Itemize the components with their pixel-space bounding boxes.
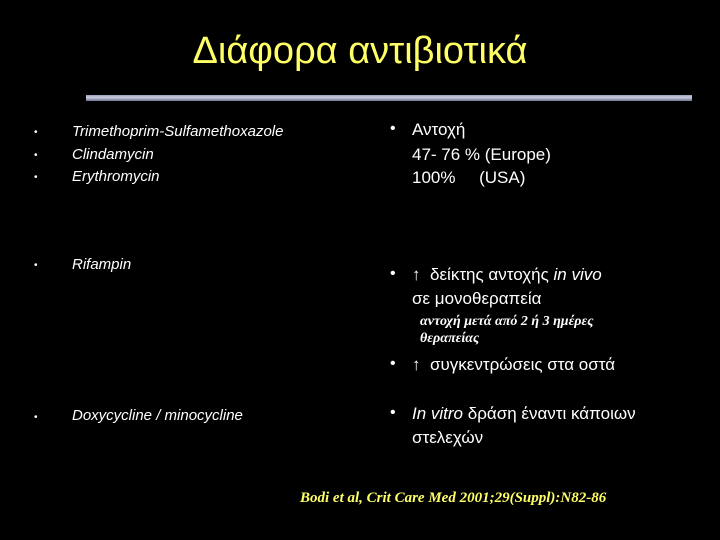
slide-title: Διάφορα αντιβιοτικά bbox=[192, 30, 528, 72]
bone-concentration-text: συγκεντρώσεις στα οστά bbox=[430, 355, 616, 374]
resistance-europe: 47- 76 % (Europe) bbox=[412, 145, 551, 164]
left-bullet-3: • bbox=[34, 172, 38, 183]
right-bullet-4: • bbox=[390, 404, 396, 421]
drug-clindamycin: Clindamycin bbox=[72, 146, 154, 163]
in-vitro-italic: In vitro bbox=[412, 404, 464, 423]
in-vitro-line2: στελεχών bbox=[412, 428, 484, 447]
resistance-note-line1: αντοχή μετά από 2 ή 3 ημέρες bbox=[420, 314, 594, 329]
title-divider bbox=[86, 95, 692, 101]
in-vivo-text: in vivo bbox=[553, 265, 602, 284]
left-bullet-5: • bbox=[34, 412, 38, 423]
drug-erythromycin: Erythromycin bbox=[72, 168, 160, 185]
right-bullet-3: • bbox=[390, 355, 396, 372]
drug-doxycycline: Doxycycline / minocycline bbox=[72, 407, 243, 424]
right-bullet-2: • bbox=[390, 265, 396, 282]
up-arrow-icon: ↑ bbox=[412, 355, 421, 374]
drug-rifampin: Rifampin bbox=[72, 256, 132, 273]
left-bullet-4: • bbox=[34, 260, 38, 271]
citation: Bodi et al, Crit Care Med 2001;29(Suppl):N82-86 bbox=[300, 490, 607, 506]
in-vitro-rest: δράση έναντι κάποιων bbox=[463, 404, 636, 423]
left-bullet-2: • bbox=[34, 150, 38, 161]
resistance-note-line2: θεραπείας bbox=[420, 331, 480, 346]
resistance-usa: 100% (USA) bbox=[412, 168, 526, 187]
resistance-label: Αντοχή bbox=[412, 120, 466, 139]
left-bullet-1: • bbox=[34, 127, 38, 138]
resistance-index-line1 bbox=[412, 265, 602, 285]
resistance-index-line2: σε μονοθεραπεία bbox=[412, 289, 542, 308]
in-vitro-line1 bbox=[412, 404, 636, 424]
resistance-index-text: δείκτης αντοχής bbox=[430, 265, 554, 284]
right-bullet-1: • bbox=[390, 120, 396, 137]
drug-tmp-smx: Trimethoprim-Sulfamethoxazole bbox=[72, 123, 284, 140]
up-arrow-icon: ↑ bbox=[412, 265, 421, 284]
bone-concentration bbox=[412, 355, 615, 375]
